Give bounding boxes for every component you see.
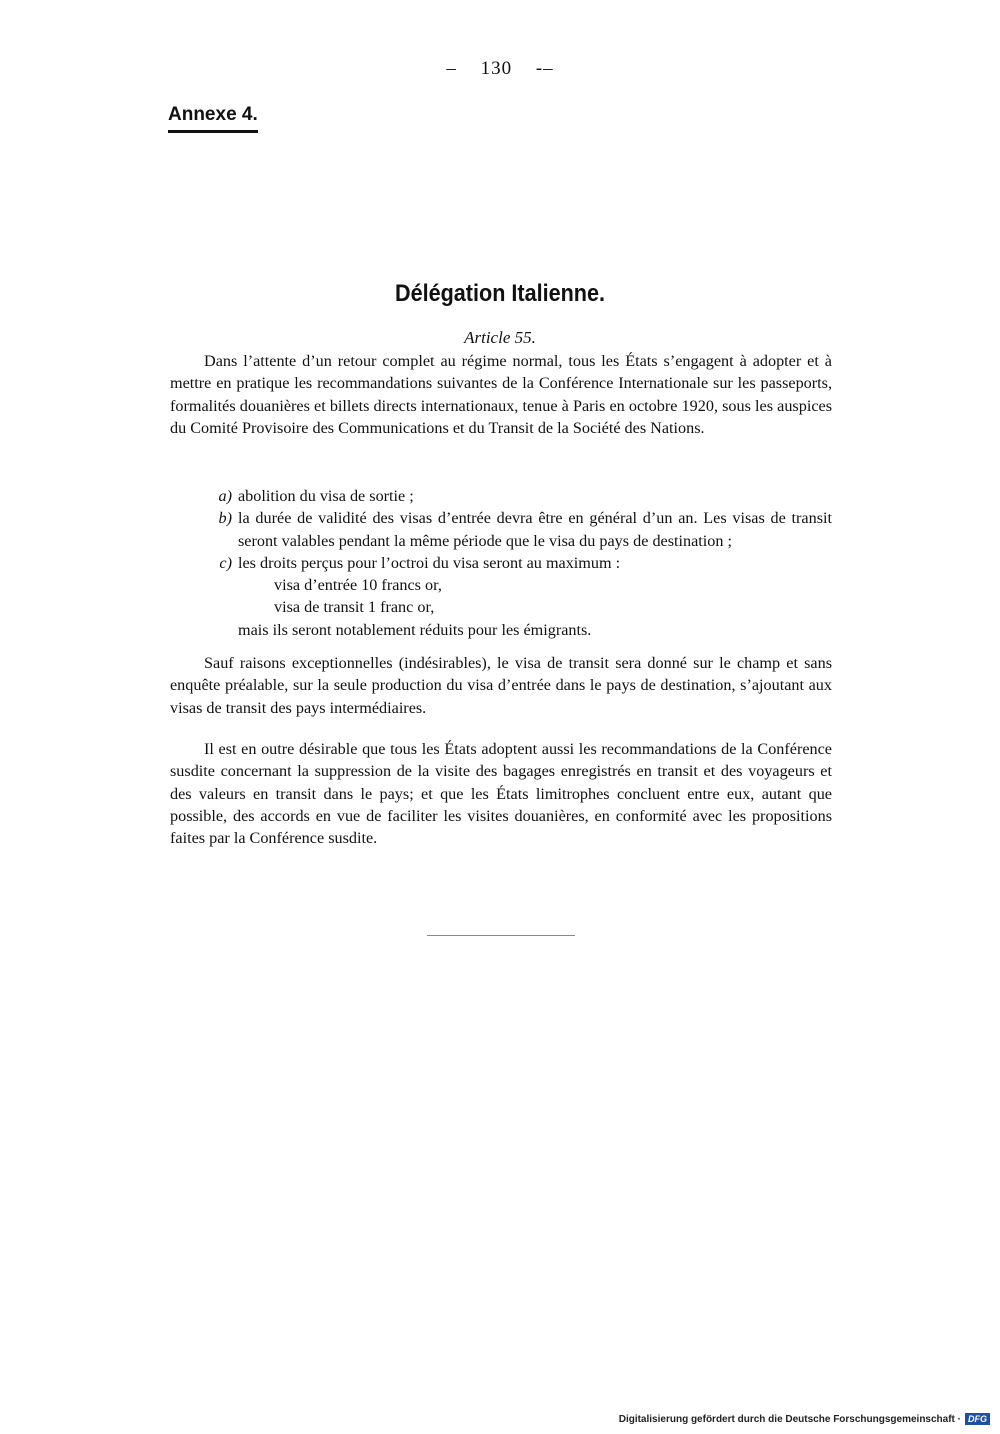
list-text-a: abolition du visa de sortie ; bbox=[238, 487, 414, 505]
list-text-b: la durée de validité des visas d’entrée devra être en général d’un an. Les visas de transit seront valables pendant la même période que le visa du pays de destination ; bbox=[238, 509, 832, 550]
page-dash-left: – bbox=[446, 58, 457, 79]
list-text-c: les droits perçus pour l’octroi du visa seront au maximum : bbox=[238, 553, 621, 572]
footer-credit: Digitalisierung gefördert durch die Deutsche Forschungsgemeinschaft · bbox=[618, 1413, 961, 1425]
exceptions-text: Sauf raisons exceptionnelles (indésirables), le visa de transit sera donné sur le champ et sans enquête préalable, sur la seule production du visa d’entrée dans le pays de destination, s’ajoutant aux visas de transit des pays intermédiaires. bbox=[170, 654, 832, 717]
document-title: Délégation Italienne. bbox=[394, 280, 606, 307]
end-rule bbox=[427, 935, 575, 936]
closing-text: Il est en outre désirable que tous les États adoptent aussi les recommandations de la Conférence susdite concernant la suppression de la visite des bagages enregistrés en transit et des voyageurs et des valeurs en transit dans le pays; et que les États limitrophes concluent entre eux, autant que possible, des accords en vue de faciliter les visites douanières, en conformité avec les propositions faites par la Conférence susdite. bbox=[170, 740, 832, 848]
list-marker-c: c) bbox=[219, 553, 232, 572]
list-sub-transit-visa: visa de transit 1 franc or, bbox=[274, 598, 435, 617]
intro-text: Dans l’attente d’un retour complet au régime normal, tous les États s’engagent à adopter et à mettre en pratique les recommandations suivantes de la Conférence Internationale sur les passeports, formalités douanières et billets directs internationaux, tenue à Paris en octobre 1920, sous les auspices du Comité Provisoire des Communications et du Transit de la Société des Nations. bbox=[170, 352, 832, 437]
list-sub-entry-visa: visa d’entrée 10 francs or, bbox=[274, 576, 442, 595]
recommendations-list bbox=[170, 485, 832, 641]
article-heading: Article 55. bbox=[464, 328, 536, 347]
intro-paragraph bbox=[170, 350, 832, 439]
list-item-a bbox=[170, 485, 832, 507]
list-marker-a: a) bbox=[218, 487, 232, 505]
annexe-label: Annexe 4. bbox=[168, 104, 258, 133]
page-number: 130 bbox=[480, 58, 513, 79]
list-marker-b: b) bbox=[218, 509, 232, 528]
list-item-b bbox=[170, 507, 832, 552]
exceptions-paragraph bbox=[170, 652, 832, 719]
list-item-c bbox=[170, 552, 832, 574]
list-continuation: mais ils seront notablement réduits pour les émigrants. bbox=[238, 620, 592, 639]
dfg-logo-icon: DFG bbox=[965, 1413, 990, 1425]
closing-paragraph bbox=[170, 738, 832, 849]
page-dash-right: -– bbox=[535, 58, 554, 79]
page-number-line bbox=[0, 58, 1000, 80]
digitization-footer bbox=[619, 1413, 990, 1425]
